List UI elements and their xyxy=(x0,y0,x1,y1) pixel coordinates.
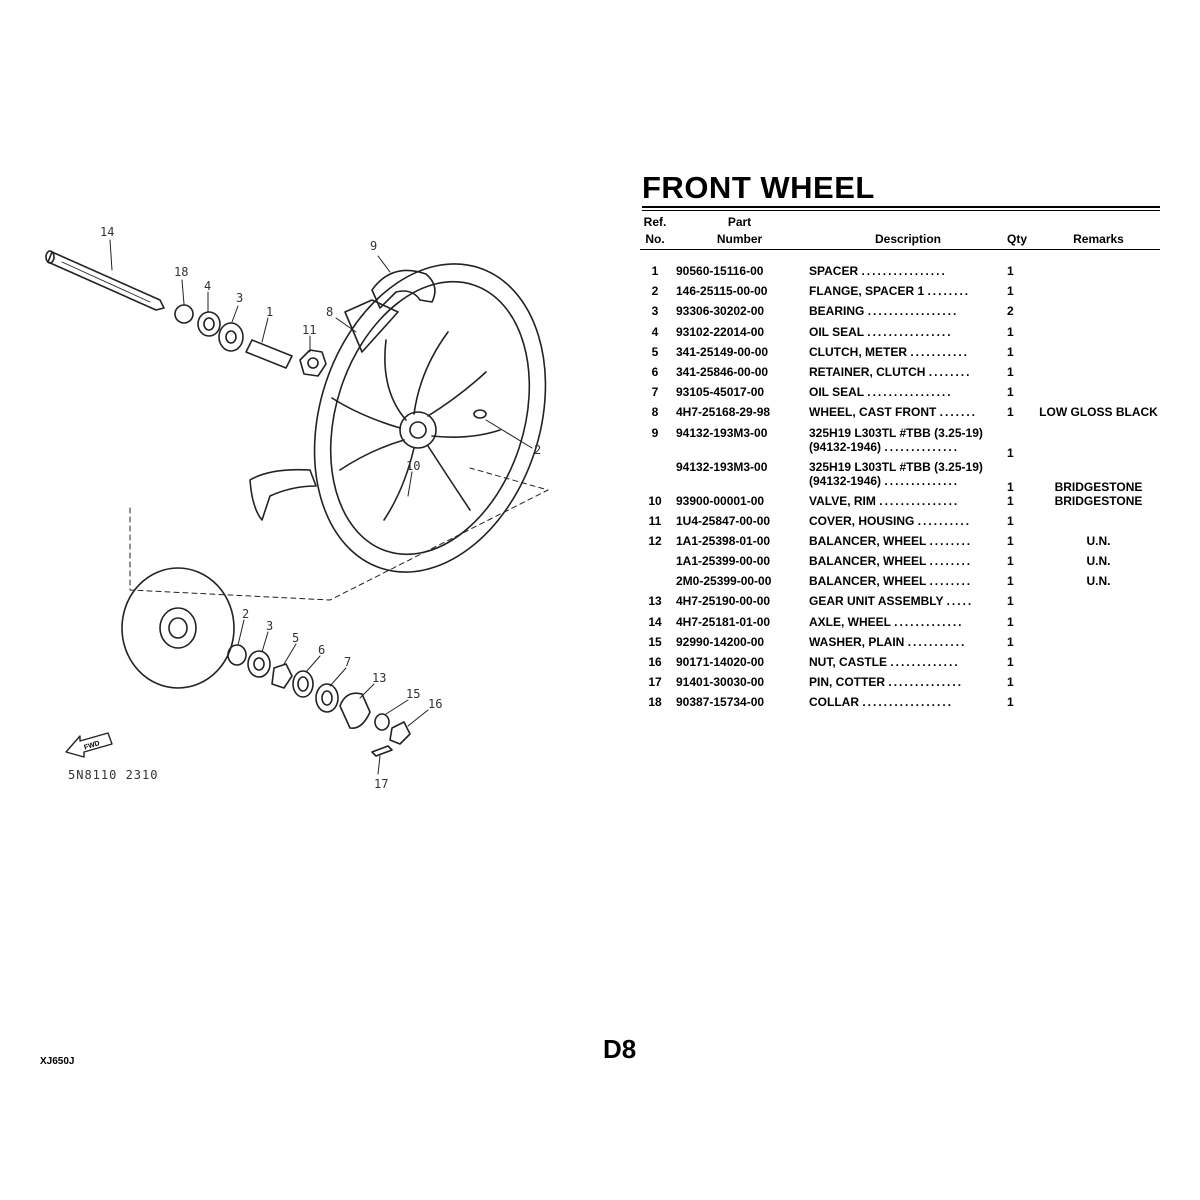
callout-2-lower: 2 xyxy=(242,607,250,621)
lower-oil-seal-drawing xyxy=(316,684,338,712)
qty-cell: 1 xyxy=(1007,533,1014,548)
gear-unit-drawing xyxy=(340,693,370,728)
table-row xyxy=(640,325,1160,345)
qty-cell: 1 xyxy=(1007,405,1014,420)
ref-cell: 14 xyxy=(648,614,662,629)
callout-14: 14 xyxy=(100,225,115,239)
callout-15: 15 xyxy=(406,687,421,701)
qty-cell: 1 xyxy=(1007,344,1014,359)
washer-drawing xyxy=(375,714,389,730)
qty-cell: 1 xyxy=(1007,264,1014,278)
description-cell xyxy=(809,460,1007,494)
remarks-cell xyxy=(1037,695,1160,715)
table-row xyxy=(640,675,1160,695)
remarks-cell xyxy=(1037,635,1160,655)
parts-table-body xyxy=(640,250,1160,716)
ref-cell: 5 xyxy=(651,344,659,359)
qty-cell: 1 xyxy=(1007,675,1014,690)
description-cell xyxy=(809,554,1007,574)
ref-cell: 7 xyxy=(651,385,659,400)
part-number-cell: 93102-22014-00 xyxy=(676,324,765,339)
description-text: 325H19 L303TL #TBB (3.25-19) xyxy=(809,425,983,440)
qty-cell: 1 xyxy=(1007,513,1014,528)
header-part-2: Number xyxy=(670,231,809,250)
leader-dots: ................. xyxy=(862,695,954,710)
callout-10: 10 xyxy=(406,459,421,473)
table-row xyxy=(640,594,1160,614)
callout-18: 18 xyxy=(174,265,189,279)
ref-cell: 6 xyxy=(651,364,659,379)
qty-cell: 1 xyxy=(1007,324,1014,339)
ref-cell: 4 xyxy=(651,324,659,339)
ref-cell: 2 xyxy=(651,284,659,299)
callout-8: 8 xyxy=(326,305,334,319)
cotter-pin-drawing xyxy=(372,746,392,756)
remarks-cell xyxy=(1037,655,1160,675)
remarks-cell: U.N. xyxy=(1086,554,1111,569)
description-cell xyxy=(809,325,1007,345)
title-rule-thin xyxy=(642,210,1160,211)
leader-dots: .............. xyxy=(884,439,960,454)
leader-dots: ................ xyxy=(867,324,953,339)
ref-cell xyxy=(640,460,670,494)
table-row xyxy=(640,695,1160,715)
flange-drawing xyxy=(228,645,246,665)
description-text: FLANGE, SPACER 1 xyxy=(809,284,925,299)
part-number-cell: 1A1-25398-01-00 xyxy=(676,533,771,548)
meter-clutch-drawing xyxy=(272,664,292,688)
ref-cell xyxy=(640,574,670,594)
description-text: BALANCER, WHEEL xyxy=(809,574,927,589)
remarks-cell xyxy=(1037,325,1160,345)
table-row xyxy=(640,405,1160,425)
leader-dots: ..... xyxy=(946,594,974,609)
description-cell xyxy=(809,405,1007,425)
table-row xyxy=(640,365,1160,385)
leader-dots: .......... xyxy=(917,513,972,528)
description-cell xyxy=(809,304,1007,324)
description-cell xyxy=(809,675,1007,695)
axle-drawing xyxy=(46,251,164,310)
table-row xyxy=(640,655,1160,675)
ref-cell: 16 xyxy=(648,655,662,669)
callout-17: 17 xyxy=(374,777,389,791)
qty-cell: 1 xyxy=(1007,493,1014,508)
callout-7: 7 xyxy=(344,655,352,669)
description-cell xyxy=(809,345,1007,365)
collar-drawing xyxy=(175,305,193,323)
leader-dots: ........ xyxy=(929,554,973,569)
description-text: VALVE, RIM xyxy=(809,493,876,508)
ref-cell: 17 xyxy=(648,675,662,690)
description-text: PIN, COTTER xyxy=(809,675,886,690)
header-remarks: Remarks xyxy=(1037,231,1160,250)
remarks-cell: BRIDGESTONE xyxy=(1054,479,1143,494)
remarks-cell: LOW GLOSS BLACK xyxy=(1039,405,1158,420)
leader-dots: ........ xyxy=(929,574,973,589)
description-cell xyxy=(809,284,1007,304)
ref-cell: 11 xyxy=(648,513,662,528)
exploded-parts-diagram xyxy=(0,0,600,900)
description-cell xyxy=(809,264,1007,284)
remarks-cell xyxy=(1037,304,1160,324)
remarks-cell xyxy=(1037,264,1160,284)
part-number-cell: 90387-15734-00 xyxy=(676,695,765,710)
leader-dots: .............. xyxy=(884,473,960,488)
page-number: D8 xyxy=(603,1034,637,1064)
header-part-1: Part xyxy=(727,215,752,229)
table-row xyxy=(640,304,1160,324)
description-text: BALANCER, WHEEL xyxy=(809,533,927,548)
castle-nut-drawing xyxy=(390,722,410,744)
callout-2: 2 xyxy=(534,443,542,457)
description-cell xyxy=(809,695,1007,715)
remarks-cell xyxy=(1037,284,1160,304)
description-cell xyxy=(809,426,1007,460)
table-row xyxy=(640,554,1160,574)
table-row xyxy=(640,615,1160,635)
table-row xyxy=(640,460,1160,494)
ref-cell: 15 xyxy=(648,634,662,649)
qty-cell: 1 xyxy=(1007,695,1014,710)
callout-3: 3 xyxy=(236,291,244,305)
callout-6: 6 xyxy=(318,643,326,657)
description-text-line2: (94132-1946) xyxy=(809,473,882,488)
ref-cell: 9 xyxy=(651,425,659,440)
leader-dots: .............. xyxy=(888,675,964,690)
description-cell xyxy=(809,534,1007,554)
title-rule xyxy=(642,206,1160,208)
lower-bearing-drawing xyxy=(248,651,270,677)
leader-dots: ....... xyxy=(939,405,978,420)
leader-dots: ............. xyxy=(894,614,964,629)
description-text: BALANCER, WHEEL xyxy=(809,554,927,569)
leader-dots: ........... xyxy=(910,344,970,359)
ref-cell: 18 xyxy=(648,695,662,710)
header-qty: Qty xyxy=(1007,231,1037,250)
description-text: BEARING xyxy=(809,304,865,319)
ref-cell: 13 xyxy=(648,594,662,609)
wheel-drawing xyxy=(277,234,584,603)
disc-drawing xyxy=(122,568,234,688)
description-cell xyxy=(809,615,1007,635)
qty-cell: 1 xyxy=(1007,574,1014,589)
part-number-cell: 4H7-25181-01-00 xyxy=(676,614,771,629)
ref-cell: 3 xyxy=(651,304,659,319)
parts-table xyxy=(640,214,1160,716)
leader-dots: ................ xyxy=(861,264,947,278)
qty-cell: 1 xyxy=(1007,554,1014,569)
description-text: OIL SEAL xyxy=(809,324,864,339)
description-text: SPACER xyxy=(809,264,859,278)
qty-cell: 1 xyxy=(1007,655,1014,669)
callout-5: 5 xyxy=(292,631,300,645)
part-number-cell: 93306-30202-00 xyxy=(676,304,765,319)
description-text: COVER, HOUSING xyxy=(809,513,915,528)
callout-9: 9 xyxy=(370,239,378,253)
description-cell xyxy=(809,365,1007,385)
description-cell xyxy=(809,494,1007,514)
ref-cell: 8 xyxy=(651,405,659,420)
leader-dots: ................. xyxy=(867,304,959,319)
description-text: AXLE, WHEEL xyxy=(809,614,891,629)
part-number-cell: 90560-15116-00 xyxy=(676,264,764,278)
part-number-cell: 92990-14200-00 xyxy=(676,634,765,649)
table-row xyxy=(640,284,1160,304)
description-text: WHEEL, CAST FRONT xyxy=(809,405,937,420)
leader-dots: ........ xyxy=(929,533,973,548)
part-number-cell: 94132-193M3-00 xyxy=(676,459,768,474)
description-cell xyxy=(809,594,1007,614)
table-row xyxy=(640,264,1160,284)
part-number-cell: 341-25846-00-00 xyxy=(676,364,769,379)
remarks-cell: BRIDGESTONE xyxy=(1054,493,1143,508)
description-text: 325H19 L303TL #TBB (3.25-19) xyxy=(809,459,983,474)
callout-11: 11 xyxy=(302,323,317,337)
part-number-cell: 90171-14020-00 xyxy=(676,655,765,669)
qty-cell: 1 xyxy=(1007,385,1014,400)
leader-dots: ........... xyxy=(907,634,967,649)
remarks-cell xyxy=(1037,594,1160,614)
part-number-cell: 146-25115-00-00 xyxy=(676,284,768,299)
retainer-drawing xyxy=(293,671,313,697)
callout-3-lower: 3 xyxy=(266,619,274,633)
qty-cell: 1 xyxy=(1007,614,1014,629)
description-cell xyxy=(809,574,1007,594)
description-cell xyxy=(809,655,1007,675)
table-row xyxy=(640,426,1160,460)
bearing-drawing xyxy=(219,323,243,351)
description-cell xyxy=(809,514,1007,534)
description-text: CLUTCH, METER xyxy=(809,344,907,359)
qty-cell: 1 xyxy=(1007,594,1014,609)
part-number-cell: 93105-45017-00 xyxy=(676,385,765,400)
ref-cell: 1 xyxy=(651,264,659,278)
remarks-cell: U.N. xyxy=(1086,533,1111,548)
leader-dots: ........ xyxy=(928,364,972,379)
table-header-row-1 xyxy=(640,214,1160,231)
part-number-cell: 1A1-25399-00-00 xyxy=(676,554,771,569)
description-cell xyxy=(809,635,1007,655)
qty-cell: 1 xyxy=(1007,284,1014,299)
table-row xyxy=(640,514,1160,534)
qty-cell: 1 xyxy=(1007,634,1014,649)
header-description: Description xyxy=(809,231,1007,250)
remarks-cell xyxy=(1037,615,1160,635)
table-row xyxy=(640,635,1160,655)
qty-cell: 2 xyxy=(1007,304,1014,319)
description-text: WASHER, PLAIN xyxy=(809,634,905,649)
remarks-cell xyxy=(1037,385,1160,405)
qty-cell: 1 xyxy=(1007,445,1014,460)
remarks-cell xyxy=(1037,365,1160,385)
tire-drawing xyxy=(250,270,435,520)
leader-dots: ............. xyxy=(890,655,960,669)
ref-cell: 10 xyxy=(648,493,662,508)
description-text: GEAR UNIT ASSEMBLY xyxy=(809,594,944,609)
header-ref-2: No. xyxy=(640,231,670,250)
part-number-cell: 341-25149-00-00 xyxy=(676,344,769,359)
part-number-cell: 94132-193M3-00 xyxy=(676,425,768,440)
part-number-cell: 91401-30030-00 xyxy=(676,675,765,690)
part-number-cell: 93900-00001-00 xyxy=(676,493,765,508)
callout-16: 16 xyxy=(428,697,443,711)
table-row xyxy=(640,494,1160,514)
ref-cell: 12 xyxy=(648,533,662,548)
qty-cell: 1 xyxy=(1007,364,1014,379)
model-code: XJ650J xyxy=(40,1056,75,1067)
spacer-drawing xyxy=(246,340,292,368)
part-number-cell: 2M0-25399-00-00 xyxy=(676,574,772,589)
header-ref-1: Ref. xyxy=(643,215,667,229)
table-header-row-2 xyxy=(640,231,1160,250)
description-text: OIL SEAL xyxy=(809,385,864,400)
oil-seal-drawing xyxy=(198,312,220,336)
fwd-label: FWD xyxy=(83,740,101,752)
page-title: FRONT WHEEL xyxy=(642,170,875,205)
remarks-cell xyxy=(1037,675,1160,695)
table-row xyxy=(640,385,1160,405)
remarks-cell xyxy=(1037,345,1160,365)
table-row xyxy=(640,534,1160,554)
figure-code: 5N8110 2310 xyxy=(68,768,159,782)
leader-dots: ............... xyxy=(879,493,960,508)
table-row xyxy=(640,345,1160,365)
remarks-cell xyxy=(1037,514,1160,534)
ref-cell xyxy=(640,554,670,574)
description-text: RETAINER, CLUTCH xyxy=(809,364,926,379)
front-wheel-exploded-view xyxy=(0,0,600,900)
part-number-cell: 4H7-25168-29-98 xyxy=(676,405,771,420)
remarks-cell xyxy=(1037,426,1160,460)
description-text-line2: (94132-1946) xyxy=(809,439,882,454)
description-text: NUT, CASTLE xyxy=(809,655,887,669)
leader-dots: ................ xyxy=(867,385,953,400)
part-number-cell: 1U4-25847-00-00 xyxy=(676,513,771,528)
callout-4: 4 xyxy=(204,279,212,293)
callout-13: 13 xyxy=(372,671,387,685)
clutch-drawing xyxy=(300,350,326,376)
qty-cell: 1 xyxy=(1007,479,1014,494)
description-text: COLLAR xyxy=(809,695,859,710)
remarks-cell: U.N. xyxy=(1086,574,1111,589)
description-cell xyxy=(809,385,1007,405)
leader-dots: ........ xyxy=(927,284,971,299)
table-row xyxy=(640,574,1160,594)
callout-1: 1 xyxy=(266,305,274,319)
part-number-cell: 4H7-25190-00-00 xyxy=(676,594,771,609)
